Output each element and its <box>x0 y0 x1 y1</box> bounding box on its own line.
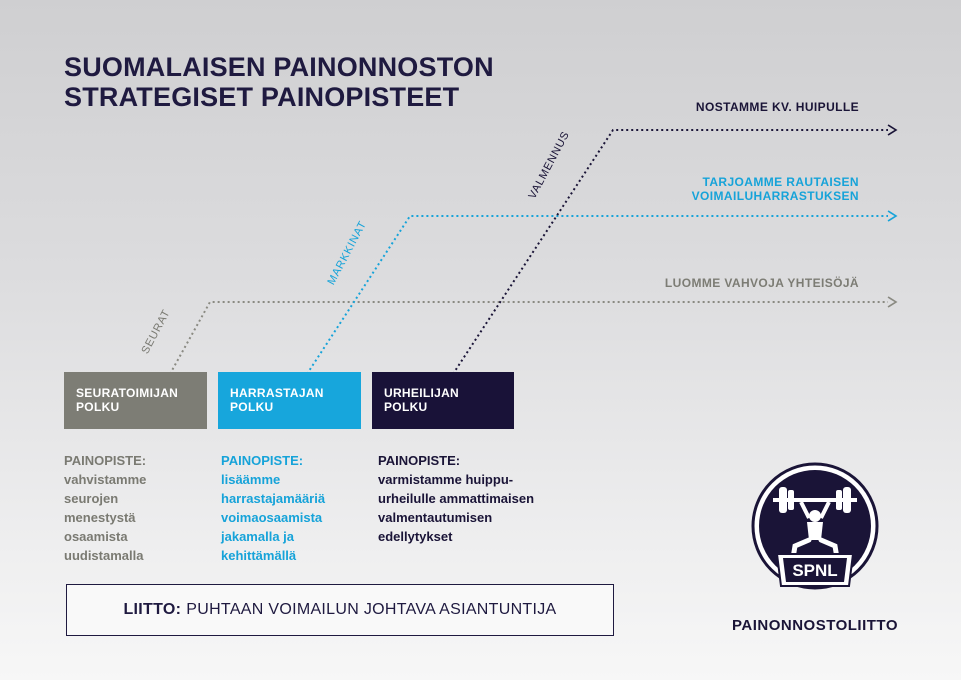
focus-line: seurojen <box>64 491 119 506</box>
logo-badge-text: SPNL <box>792 561 838 580</box>
channel-label-markkinat: MARKKINAT <box>325 219 370 287</box>
focus-title: PAINOPISTE: <box>221 453 304 468</box>
channel-label-seurat: SEURAT <box>139 307 173 356</box>
focus-line: voimaosaamista <box>221 510 323 525</box>
focus-seuratoimija <box>64 451 146 565</box>
path-valmennus-line <box>453 125 896 374</box>
box-seuratoimijan-polku <box>64 372 207 429</box>
goal-communities <box>665 276 859 290</box>
box-harrastajan-polku <box>218 372 361 429</box>
focus-line: uudistamalla <box>64 548 144 563</box>
focus-line: urheilulle ammattimaisen <box>378 491 535 506</box>
liitto-banner <box>66 584 614 636</box>
title-line-1: SUOMALAISEN PAINONNOSTON <box>64 52 494 82</box>
focus-line: edellytykset <box>378 529 453 544</box>
weightlifter-icon <box>749 462 881 600</box>
box-line: POLKU <box>384 400 428 414</box>
box-line: POLKU <box>76 400 120 414</box>
channel-label-valmennus: VALMENNUS <box>526 129 573 201</box>
box-line: POLKU <box>230 400 274 414</box>
goal-international-top <box>696 100 859 114</box>
focus-line: menestystä <box>64 510 136 525</box>
focus-line: harrastajamääriä <box>221 491 326 506</box>
goal-line: LUOMME VAHVOJA YHTEISÖJÄ <box>664 276 859 290</box>
focus-harrastaja <box>221 451 325 565</box>
liitto-label: LIITTO: <box>123 601 182 618</box>
logo-name: PAINONNOSTOLIITTO <box>731 617 898 634</box>
focus-title: PAINOPISTE: <box>64 453 147 468</box>
box-line: HARRASTAJAN <box>230 386 324 400</box>
focus-line: valmentautumisen <box>378 510 493 525</box>
title-line-2: STRATEGISET PAINOPISTEET <box>64 82 460 112</box>
box-urheilijan-polku <box>372 372 514 429</box>
liitto-text: PUHTAAN VOIMAILUN JOHTAVA ASIANTUNTIJA <box>186 601 557 618</box>
focus-urheilija <box>378 451 534 546</box>
goal-hobby <box>692 175 859 203</box>
goal-line: TARJOAMME RAUTAISEN <box>702 175 859 189</box>
arrow-right-icon <box>888 211 896 221</box>
focus-line: kehittämällä <box>221 548 297 563</box>
box-line: URHEILIJAN <box>384 386 460 400</box>
focus-line: lisäämme <box>221 472 281 487</box>
goal-line: NOSTAMME KV. HUIPULLE <box>695 100 859 114</box>
focus-line: varmistamme huippu- <box>378 472 514 487</box>
arrow-right-icon <box>888 297 896 307</box>
path-seurat-line <box>170 297 896 374</box>
focus-line: jakamalla ja <box>221 529 294 544</box>
path-markkinat-line <box>307 211 896 374</box>
goal-line: VOIMAILUHARRASTUKSEN <box>691 189 859 203</box>
focus-line: vahvistamme <box>64 472 147 487</box>
box-line: SEURATOIMIJAN <box>76 386 179 400</box>
focus-line: osaamista <box>64 529 128 544</box>
arrow-right-icon <box>888 125 896 135</box>
focus-title: PAINOPISTE: <box>378 453 461 468</box>
